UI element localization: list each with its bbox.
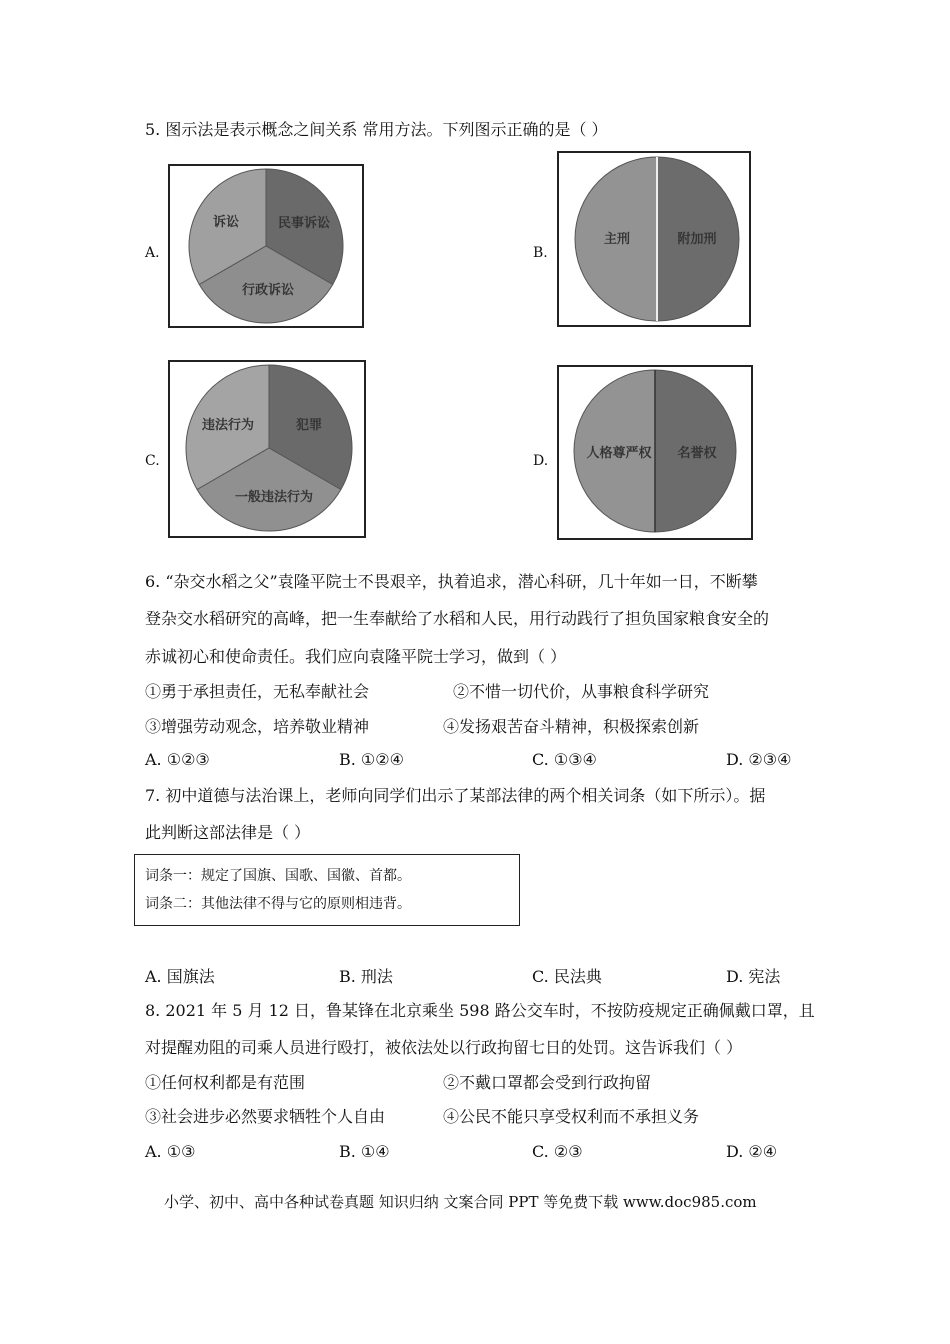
- q7-entry-1: 词条一：规定了国旗、国歌、国徽、首都。: [145, 868, 411, 884]
- slice-a-1-label: 诉讼: [212, 215, 240, 230]
- slice-c-1-label: 违法行为: [201, 418, 255, 433]
- q8-statement-1: ①任何权利都是有范围: [145, 1073, 306, 1092]
- q5-option-b-letter: B.: [533, 245, 548, 261]
- q5-option-a-letter: A.: [145, 245, 160, 261]
- slice-d-2-label: 名誉权: [677, 446, 717, 461]
- q6-option-d: D. ②③④: [726, 750, 792, 769]
- q6-option-c: C. ①③④: [532, 750, 597, 769]
- q7-entry-box: [134, 854, 520, 926]
- pie-chart-b: [559, 153, 749, 325]
- slice-a-2-label: 民事诉讼: [277, 216, 331, 231]
- q7-entry-2: 词条二：其他法律不得与它的原则相违背。: [145, 896, 411, 912]
- slice-a-3-label: 行政诉讼: [241, 283, 295, 298]
- q6-statement-1: ①勇于承担责任，无私奉献社会: [145, 682, 370, 701]
- q5-option-c-figure: [168, 360, 366, 538]
- q6-option-a: A. ①②③: [145, 750, 210, 769]
- q8-line-1: 8. 2021 年 5 月 12 日，鲁某锋在北京乘坐 598 路公交车时，不按防疫规定正确佩戴口罩，且: [145, 1001, 815, 1020]
- q6-line-2: 登杂交水稻研究的高峰，把一生奉献给了水稻和人民，用行动践行了担负国家粮食安全的: [145, 609, 770, 628]
- slice-b-1-label: 主刑: [603, 232, 631, 247]
- q8-statement-4: ④公民不能只享受权利而不承担义务: [443, 1107, 700, 1126]
- q8-statement-2: ②不戴口罩都会受到行政拘留: [443, 1073, 652, 1092]
- q6-line-3: 赤诚初心和使命责任。我们应向袁隆平院士学习，做到（ ）: [145, 647, 567, 666]
- q5-option-b-figure: [557, 151, 751, 327]
- q8-option-c: C. ②③: [532, 1142, 583, 1161]
- page-footer: 小学、初中、高中各种试卷真题 知识归纳 文案合同 PPT 等免费下载 www.doc985.com: [164, 1193, 757, 1211]
- q6-option-b: B. ①②④: [339, 750, 404, 769]
- q8-option-d: D. ②④: [726, 1142, 778, 1161]
- q7-option-b: B. 刑法: [339, 967, 393, 986]
- slice-d-1-label: 人格尊严权: [586, 446, 652, 461]
- q7-line-1: 7. 初中道德与法治课上，老师向同学们出示了某部法律的两个相关词条（如下所示）。据: [145, 786, 766, 805]
- q5-option-d-letter: D.: [533, 453, 549, 469]
- q7-option-d: D. 宪法: [726, 967, 781, 986]
- q8-option-a: A. ①③: [145, 1142, 196, 1161]
- q7-option-a: A. 国旗法: [145, 967, 215, 986]
- q5-stem: 5. 图示法是表示概念之间关系 常用方法。下列图示正确的是（ ）: [145, 120, 608, 139]
- q8-line-2: 对提醒劝阻的司乘人员进行殴打，被依法处以行政拘留七日的处罚。这告诉我们（ ）: [145, 1038, 743, 1057]
- q5-option-c-letter: C.: [145, 453, 160, 469]
- q6-line-1: 6. “杂交水稻之父”袁隆平院士不畏艰辛，执着追求，潜心科研，几十年如一日，不断攀: [145, 572, 758, 591]
- q5-option-a-figure: [168, 164, 364, 328]
- q8-option-b: B. ①④: [339, 1142, 390, 1161]
- pie-chart-c: [170, 362, 364, 536]
- pie-chart-a: [170, 166, 362, 326]
- q6-statement-2: ②不惜一切代价，从事粮食科学研究: [453, 682, 710, 701]
- q7-option-c: C. 民法典: [532, 967, 602, 986]
- q7-line-2: 此判断这部法律是（ ）: [145, 823, 311, 842]
- q5-option-d-figure: [557, 365, 753, 540]
- slice-c-2-label: 犯罪: [295, 418, 323, 433]
- q8-statement-3: ③社会进步必然要求牺牲个人自由: [145, 1107, 386, 1126]
- q6-statement-3: ③增强劳动观念，培养敬业精神: [145, 717, 370, 736]
- slice-b-2-label: 附加刑: [677, 232, 717, 247]
- q6-statement-4: ④发扬艰苦奋斗精神，积极探索创新: [443, 717, 700, 736]
- pie-chart-d: [559, 367, 751, 538]
- slice-c-3-label: 一般违法行为: [234, 490, 314, 505]
